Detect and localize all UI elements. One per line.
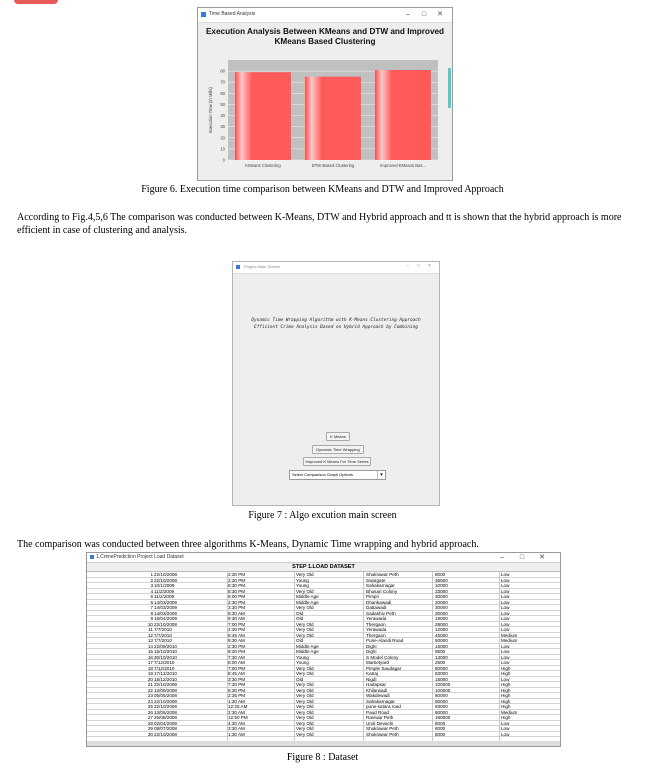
column-divider	[363, 572, 364, 742]
time-cell: 9:30 AM	[228, 616, 245, 621]
time-cell: 8:30 PM	[228, 583, 246, 588]
age-cell: Old	[296, 676, 304, 682]
date-cell: 22/10/2008	[154, 577, 177, 583]
amount-cell: 80000	[435, 665, 448, 671]
time-cell: 12:25 AM	[228, 704, 248, 709]
window-titlebar	[87, 553, 560, 563]
location-cell: Shukrawar Peth	[366, 726, 399, 731]
row-number: 13	[147, 638, 153, 643]
location-cell: Uruli Devachi	[366, 720, 394, 726]
location-cell: Bhusari Colony	[366, 588, 398, 594]
location-cell: Dattawadi	[366, 605, 387, 610]
risk-cell: Low	[501, 654, 510, 660]
age-cell: Middle Age	[296, 594, 319, 599]
amount-cell: 180000	[435, 715, 451, 720]
age-cell: Very Old	[296, 687, 314, 693]
risk-cell: High	[501, 665, 511, 671]
location-cell: Paud Road	[366, 709, 389, 715]
risk-cell: Low	[501, 599, 510, 605]
location-cell: Dighi	[366, 643, 377, 649]
row-number: 30	[147, 731, 153, 737]
row-number: 27	[147, 715, 153, 720]
date-cell: 08/07/2008	[154, 726, 177, 731]
date-cell: 18/12/2010	[154, 676, 177, 682]
time-cell: 8:00 AM	[228, 660, 245, 665]
age-cell: Middle Age	[296, 643, 319, 649]
dtw-button[interactable]: Dynamic Time Wrapping	[312, 445, 364, 454]
row-number: 16	[147, 654, 153, 660]
date-cell: 16/04/2009	[154, 616, 177, 621]
age-cell: Very Old	[296, 709, 314, 715]
java-app-icon	[236, 265, 240, 269]
time-cell: 1:30 AM	[228, 731, 245, 737]
y-tick-label: 40	[220, 113, 225, 119]
x-tick-label: KMeans Clustering	[245, 163, 281, 168]
age-cell: Very Old	[296, 720, 314, 726]
chart-title-line-2: KMeans Based Clustering	[274, 37, 376, 46]
date-cell: 7/7/2010	[154, 632, 172, 638]
row-number: 18	[147, 665, 153, 671]
age-cell: Very Old	[296, 693, 314, 698]
time-cell: 2:30 AM	[228, 709, 245, 715]
amount-cell: 8500	[435, 649, 446, 654]
location-cell: Dighi	[366, 649, 377, 654]
age-cell: Very Old	[296, 665, 314, 671]
location-cell: Yerawada	[366, 627, 387, 632]
row-number: 9	[150, 616, 153, 621]
horizontal-scrollbar[interactable]	[87, 741, 560, 746]
age-cell: Very Old	[296, 671, 314, 676]
minimize-icon[interactable]: –	[500, 554, 504, 561]
date-cell: 22/10/2008	[154, 704, 177, 709]
chart-title-line-1: Execution Analysis Between KMeans and DTW and Improved	[205, 27, 445, 36]
window-titlebar	[233, 262, 439, 274]
y-tick-label: 0	[222, 157, 225, 163]
location-cell: Raviwar Peth	[366, 715, 394, 720]
amount-cell: 20000	[435, 599, 448, 605]
risk-cell: Low	[501, 588, 510, 594]
location-cell: Yerawada	[366, 616, 387, 621]
risk-cell: Low	[501, 649, 510, 654]
time-cell: 9:30 AM	[228, 638, 245, 643]
close-icon[interactable]: ✕	[539, 554, 545, 561]
date-cell: 11/2/2009	[154, 588, 175, 594]
date-cell: 05/05/2008	[154, 693, 177, 698]
row-number: 3	[150, 583, 153, 588]
y-tick-label: 50	[220, 101, 225, 107]
risk-cell: Low	[501, 605, 510, 610]
row-number: 11	[148, 627, 153, 632]
maximize-icon[interactable]: □	[519, 554, 525, 561]
time-cell: 8:00 PM	[228, 594, 246, 599]
amount-cell: 8000	[435, 572, 446, 577]
java-app-icon	[90, 555, 94, 559]
maximize-icon[interactable]: □	[421, 11, 427, 18]
row-number: 25	[147, 704, 153, 709]
date-cell: 7/7/2010	[154, 638, 172, 643]
time-cell: 2:30 PM	[228, 572, 246, 577]
age-cell: Young	[296, 577, 309, 583]
table-row[interactable]	[87, 732, 560, 738]
age-cell: Very Old	[296, 715, 314, 720]
window-title: Time Based Analysis	[209, 11, 256, 17]
date-cell: 02/04/2008	[154, 720, 177, 726]
date-cell: 30/10/2010	[154, 654, 177, 660]
risk-cell: High	[501, 671, 511, 676]
location-cell: Sahakarnagar	[366, 698, 395, 704]
date-cell: 22/10/2008	[154, 682, 177, 687]
column-divider	[499, 572, 500, 742]
project-main-screen-window	[232, 261, 440, 506]
age-cell: Very Old	[296, 588, 314, 594]
row-number: 29	[147, 726, 153, 731]
column-divider	[432, 572, 433, 742]
row-number: 28	[147, 720, 153, 726]
amount-cell: 36500	[435, 577, 448, 583]
bar	[375, 70, 431, 160]
time-cell: 7:30 AM	[228, 654, 245, 660]
age-cell: Young	[296, 654, 309, 660]
date-cell: 10/1/2009	[154, 583, 175, 588]
decorative-red-strip	[14, 0, 58, 4]
row-number: 14	[147, 643, 153, 649]
location-cell: Thergaon	[366, 632, 386, 638]
figure-6-caption: Figure 6. Execution time comparison between KMeans and DTW and Improved Approach	[141, 184, 504, 195]
date-cell: 14/03/2009	[154, 610, 177, 616]
java-app-icon	[201, 12, 206, 17]
age-cell: Very Old	[296, 632, 314, 638]
location-cell: Pimple Saudagar	[366, 665, 402, 671]
location-cell: Swargate	[366, 577, 386, 583]
minimize-icon[interactable]: –	[406, 263, 409, 269]
figure-7-caption: Figure 7 : Algo excution main screen	[248, 510, 397, 521]
amount-cell: 100000	[435, 682, 451, 687]
time-cell: 8:45 AM	[228, 671, 245, 676]
improved-kmeans-button[interactable]: Improved K Means For Time Series	[303, 457, 371, 466]
row-number: 23	[147, 693, 153, 698]
algo-title-line-2: Efficient Crime Analysis Based on Hybrid Approach by Combining	[254, 325, 418, 330]
location-cell: pune-satara road	[366, 704, 401, 709]
risk-cell: Low	[501, 583, 510, 588]
y-axis-label: Execution Time (In Mills)	[208, 87, 213, 133]
time-cell: 7:00 PM	[228, 665, 246, 671]
location-cell: Pimpri	[366, 594, 380, 599]
location-cell: Marketyard	[366, 660, 389, 665]
amount-cell: 100000	[435, 687, 451, 693]
row-number: 10	[147, 621, 153, 627]
row-number: 20	[147, 676, 153, 682]
risk-cell: High	[501, 693, 511, 698]
row-number: 22	[147, 687, 153, 693]
amount-cell: 8000	[435, 726, 446, 731]
date-cell: 14/03/2009	[154, 599, 177, 605]
date-cell: 14/03/2009	[154, 605, 177, 610]
step-title: STEP 1.LOAD DATASET	[87, 563, 560, 572]
window-title: Project Main Screen	[244, 264, 281, 269]
row-number: 6	[150, 599, 153, 605]
maximize-icon[interactable]: □	[416, 263, 421, 269]
date-cell: 22/10/2008	[154, 621, 177, 627]
minimize-icon[interactable]: –	[406, 11, 410, 18]
time-cell: 3:30 PM	[228, 676, 246, 682]
age-cell: Very Old	[296, 605, 314, 610]
risk-cell: High	[501, 682, 511, 687]
kmeans-button[interactable]: K Means	[326, 432, 350, 441]
y-tick-label: 60	[220, 90, 225, 96]
age-cell: Old	[296, 616, 304, 621]
location-cell: Katraj	[366, 671, 379, 676]
chevron-down-icon[interactable]: ▾	[377, 471, 385, 479]
risk-cell: High	[501, 715, 511, 720]
x-tick-label: DTW Based Clustering	[311, 163, 355, 168]
time-cell: 2:30 PM	[228, 627, 246, 632]
amount-cell: 13000	[435, 654, 448, 660]
y-tick-label: 20	[220, 135, 225, 141]
risk-cell: High	[501, 698, 511, 704]
location-cell: Khilarwadi	[366, 687, 388, 693]
dataset-table	[87, 572, 560, 737]
date-cell: 25/08/2008	[154, 715, 177, 720]
time-cell: 2:30 PM	[228, 599, 246, 605]
window-title: 1.CrimePrediction Project Load Dataset	[96, 554, 184, 560]
paragraph-2: The comparison was conducted between three algorithms K-Means, Dynamic Time wrapping and hybrid approach.	[17, 539, 479, 550]
y-tick-label: 70	[220, 79, 225, 85]
amount-cell: 80000	[435, 693, 448, 698]
amount-cell: 45000	[435, 632, 448, 638]
column-divider	[294, 572, 295, 742]
location-cell: Shukrawar Peth	[366, 731, 399, 737]
risk-cell: Low	[501, 621, 510, 627]
time-cell: 8:30 PM	[228, 588, 246, 594]
time-cell: 7:00 PM	[228, 621, 246, 627]
age-cell: Young	[296, 660, 309, 665]
date-cell: 15/10/2010	[154, 649, 177, 654]
y-tick-label: 80	[220, 68, 225, 74]
date-cell: 7/12/2010	[154, 660, 175, 665]
risk-cell: Medium	[501, 709, 518, 715]
amount-cell: 60000	[435, 709, 448, 715]
date-cell: 7/12/2010	[154, 665, 175, 671]
column-divider	[227, 572, 228, 742]
location-cell: Sadashiv Peth	[366, 610, 396, 616]
risk-cell: Low	[501, 594, 510, 599]
execution-bar-chart	[198, 48, 452, 180]
row-number: 21	[147, 682, 153, 687]
age-cell: Very Old	[296, 621, 314, 627]
row-number: 15	[147, 649, 153, 654]
risk-cell: Low	[501, 676, 510, 682]
amount-cell: 93000	[435, 704, 448, 709]
time-cell: 12:50 PM	[228, 715, 248, 720]
time-cell: 8:30 PM	[228, 649, 246, 654]
time-cell: 7:30 PM	[228, 682, 246, 687]
amount-cell: 30000	[435, 605, 448, 610]
row-number: 17	[147, 660, 153, 665]
age-cell: Very Old	[296, 627, 314, 632]
time-cell: 2:35 PM	[228, 693, 246, 698]
date-cell: 22/10/2008	[154, 731, 177, 737]
age-cell: Young	[296, 583, 309, 588]
location-cell: Nigdi	[366, 676, 377, 682]
location-cell: Thergaon	[366, 621, 386, 627]
risk-cell: Medium	[501, 638, 518, 643]
time-cell: 3:30 PM	[228, 605, 246, 610]
risk-cell: High	[501, 687, 511, 693]
row-number: 26	[147, 709, 153, 715]
window-titlebar	[198, 8, 452, 23]
location-cell: S Model Colony	[366, 654, 399, 660]
age-cell: Very Old	[296, 572, 314, 577]
date-cell: 11/2/2009	[154, 594, 175, 599]
amount-cell: 30000	[435, 594, 448, 599]
amount-cell: 15000	[435, 676, 448, 682]
bar	[305, 77, 361, 160]
y-tick-label: 10	[220, 146, 225, 152]
age-cell: Very Old	[296, 698, 314, 704]
side-accent	[448, 68, 451, 108]
figure-8-caption: Figure 8 : Dataset	[286, 752, 359, 763]
date-cell: 13/06/2008	[154, 709, 177, 715]
age-cell: Old	[296, 610, 304, 616]
row-number: 24	[147, 698, 153, 704]
amount-cell: 12000	[435, 627, 448, 632]
risk-cell: Low	[501, 726, 510, 731]
amount-cell: 33000	[435, 588, 448, 594]
risk-cell: Low	[501, 572, 510, 577]
age-cell: Very Old	[296, 704, 314, 709]
age-cell: Old	[296, 638, 304, 643]
date-cell: 22/10/2008	[154, 572, 177, 577]
row-number: 7	[150, 605, 153, 610]
y-tick-label: 30	[220, 124, 225, 130]
amount-cell: 8000	[435, 731, 446, 737]
amount-cell: 8000	[435, 720, 446, 726]
location-cell: Pune-Alandi Road	[366, 638, 404, 643]
amount-cell: 50000	[435, 638, 448, 643]
risk-cell: Low	[501, 627, 510, 632]
risk-cell: Low	[501, 577, 510, 583]
amount-cell: 2500	[435, 660, 446, 665]
row-number: 19	[147, 671, 153, 676]
row-number: 5	[150, 594, 153, 599]
age-cell: Very Old	[296, 726, 314, 731]
location-cell: Sahakarnagar	[366, 583, 395, 588]
time-cell: 2:30 PM	[228, 577, 246, 583]
date-cell: 22/10/2008	[154, 698, 177, 704]
time-cell: 8:45 AM	[228, 632, 245, 638]
chart-title	[198, 27, 452, 47]
risk-cell: Low	[501, 720, 510, 726]
time-cell: 8:30 AM	[228, 610, 245, 616]
age-cell: Middle Age	[296, 649, 319, 654]
risk-cell: Medium	[501, 632, 518, 638]
risk-cell: Low	[501, 610, 510, 616]
amount-cell: 16000	[435, 643, 448, 649]
close-icon[interactable]: ✕	[437, 11, 443, 18]
date-cell: 17/12/2010	[154, 671, 177, 676]
time-cell: 3:30 AM	[228, 726, 245, 731]
risk-cell: Low	[501, 660, 510, 665]
risk-cell: Low	[501, 643, 510, 649]
time-cell: 1:30 AM	[228, 698, 245, 704]
bar	[235, 72, 291, 160]
date-cell: 12/09/2008	[154, 687, 177, 693]
age-cell: Very Old	[296, 731, 314, 737]
row-number: 2	[150, 577, 153, 583]
amount-cell: 30000	[435, 610, 448, 616]
location-cell: Dhankawadi	[366, 599, 392, 605]
time-cell: 6:30 PM	[228, 687, 246, 693]
time-cell: 2:30 PM	[228, 643, 246, 649]
row-number: 12	[147, 632, 153, 638]
location-cell: Hadapsar	[366, 682, 386, 687]
age-cell: Very Old	[296, 682, 314, 687]
age-cell: Middle Age	[296, 599, 319, 605]
row-number: 4	[150, 588, 153, 594]
location-cell: Shukrawar Peth	[366, 572, 399, 577]
location-cell: Wakdewadi	[366, 693, 390, 698]
risk-cell: High	[501, 704, 511, 709]
select-value: Select Comparison Graph Options	[292, 472, 353, 477]
amount-cell: 90000	[435, 698, 448, 704]
amount-cell: 83000	[435, 671, 448, 676]
comparison-graph-select[interactable]	[289, 470, 386, 480]
algo-title-line-1: Dynamic Time Wrapping Algorithm with K-Means Clustering Approach	[251, 318, 421, 323]
load-dataset-window	[86, 552, 561, 747]
amount-cell: 29000	[435, 621, 448, 627]
paragraph-1: According to Fig.4,5,6 The comparison was conducted between K-Means, DTW and Hybrid approach and tt is shown that the hybrid approach is more efficient in case of clustering and analysis.	[17, 212, 622, 236]
x-tick-label: Improved KMeans Bas...	[380, 163, 426, 168]
date-cell: 7/7/2010	[154, 627, 172, 632]
time-analysis-window	[197, 7, 453, 181]
time-cell: 4:30 AM	[228, 720, 245, 726]
risk-cell: Low	[501, 731, 510, 737]
row-number: 1	[150, 572, 153, 577]
amount-cell: 10000	[435, 583, 448, 588]
row-number: 8	[150, 610, 153, 616]
close-icon[interactable]: ✕	[427, 263, 432, 269]
date-cell: 22/09/2010	[154, 643, 177, 649]
amount-cell: 19000	[435, 616, 448, 621]
risk-cell: Low	[501, 616, 510, 621]
